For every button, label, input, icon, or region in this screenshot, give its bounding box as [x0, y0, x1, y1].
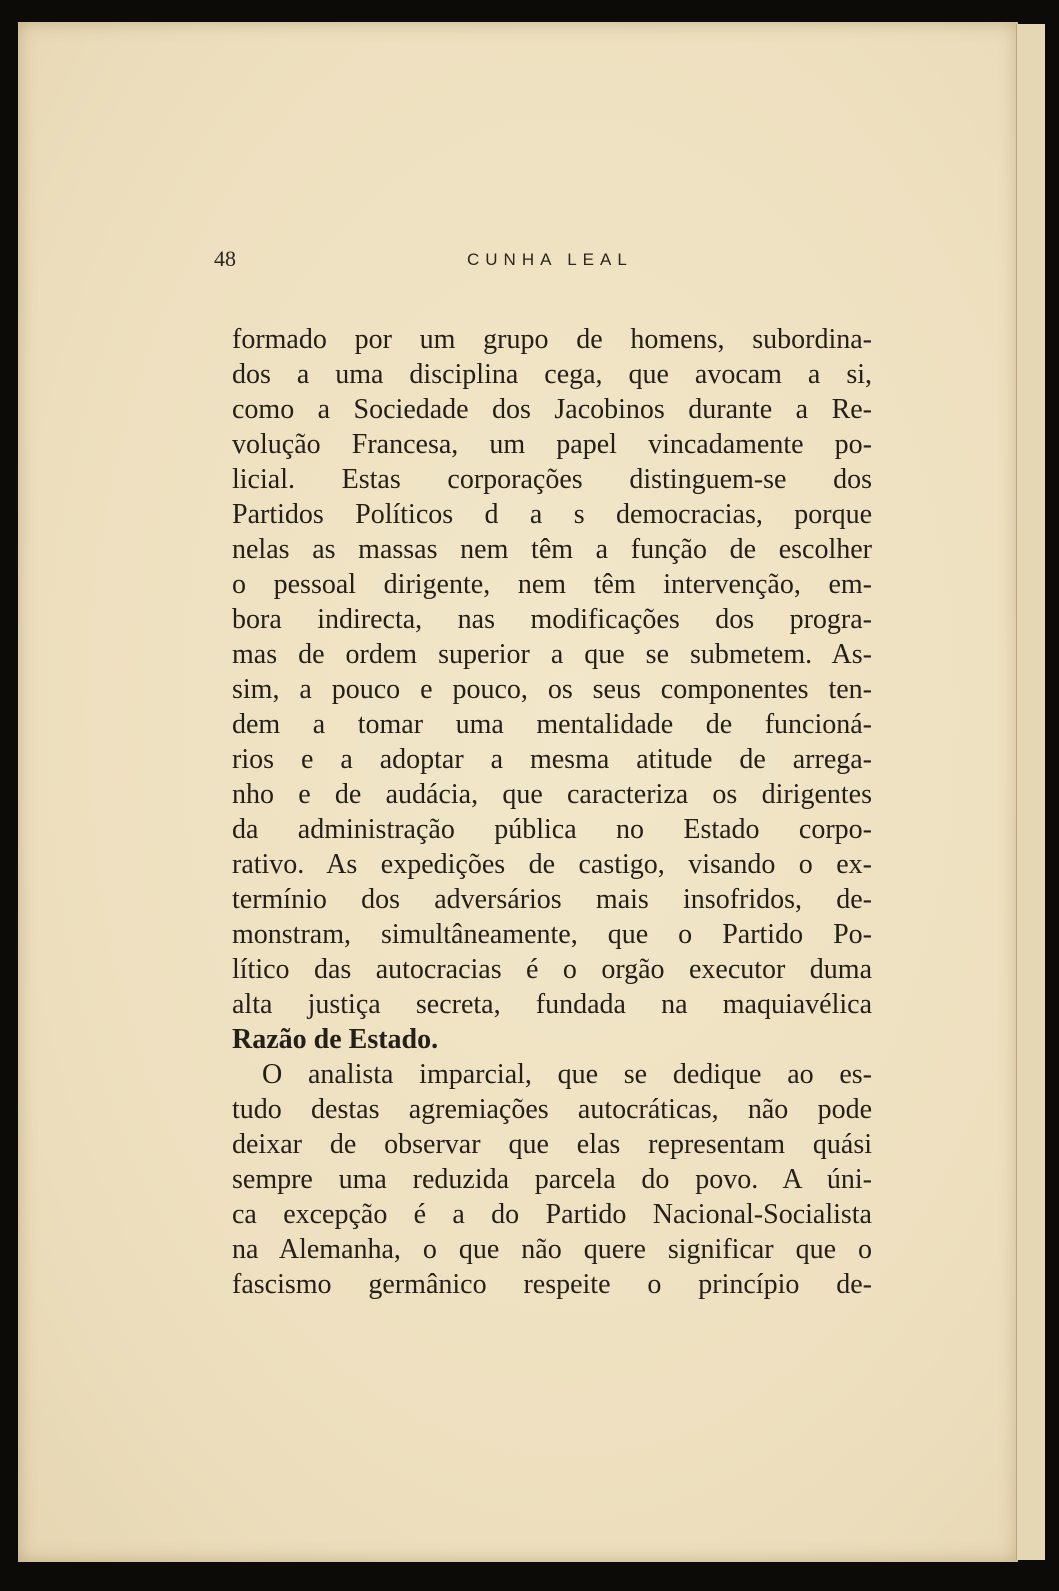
text-line: nelas as massas nem têm a função de escolher — [232, 534, 872, 565]
text-line: mas de ordem superior a que se submetem. As- — [232, 639, 872, 670]
text-line: o pessoal dirigente, nem têm intervenção, em- — [232, 569, 872, 600]
text-line: sempre uma reduzida parcela do povo. A úni- — [232, 1164, 872, 1195]
text-line: volução Francesa, um papel vincadamente po- — [232, 429, 872, 460]
text-line: rativo. As expedições de castigo, visando o ex- — [232, 849, 872, 880]
text-line: O analista imparcial, que se dedique ao es- — [262, 1059, 872, 1090]
paragraph-2 — [232, 1057, 872, 1302]
text-line: como a Sociedade dos Jacobinos durante a Re- — [232, 394, 872, 425]
text-line: dos a uma disciplina cega, que avocam a si, — [232, 359, 872, 390]
text-line: na Alemanha, o que não quere significar que o — [232, 1234, 872, 1265]
running-head — [214, 240, 874, 270]
paragraph-1 — [232, 322, 872, 1057]
text-line: nho e de audácia, que caracteriza os dirigentes — [232, 779, 872, 810]
text-line: dem a tomar uma mentalidade de funcioná- — [232, 709, 872, 740]
running-title: CUNHA LEAL — [467, 250, 633, 269]
text-line: ca excepção é a do Partido Nacional-Socialista — [232, 1199, 872, 1230]
text-line: sim, a pouco e pouco, os seus componentes ten- — [232, 674, 872, 705]
text-line: deixar de observar que elas representam quási — [232, 1129, 872, 1160]
text-line: da administração pública no Estado corpo- — [232, 814, 872, 845]
page-number: 48 — [214, 246, 236, 271]
text-line: termínio dos adversários mais insofridos, de- — [232, 884, 872, 915]
next-page-edge — [1016, 24, 1045, 1560]
text-line: formado por um grupo de homens, subordina- — [232, 324, 872, 355]
text-line: licial. Estas corporações distinguem-se dos — [232, 464, 872, 495]
text-line: rios e a adoptar a mesma atitude de arrega- — [232, 744, 872, 775]
text-line: Partidos Políticos d a s democracias, porque — [232, 499, 872, 530]
text-line: fascismo germânico respeite o princípio de- — [232, 1269, 872, 1300]
text-line: lítico das autocracias é o orgão executor duma — [232, 954, 872, 985]
text-line: alta justiça secreta, fundada na maquiavélica — [232, 989, 872, 1020]
text-line: tudo destas agremiações autocráticas, não pode — [232, 1094, 872, 1125]
text-line-bold: Razão de Estado. — [232, 1024, 439, 1055]
text-line: bora indirecta, nas modificações dos progra- — [232, 604, 872, 635]
body-text — [232, 322, 872, 1302]
text-line: monstram, simultâneamente, que o Partido Po- — [232, 919, 872, 950]
